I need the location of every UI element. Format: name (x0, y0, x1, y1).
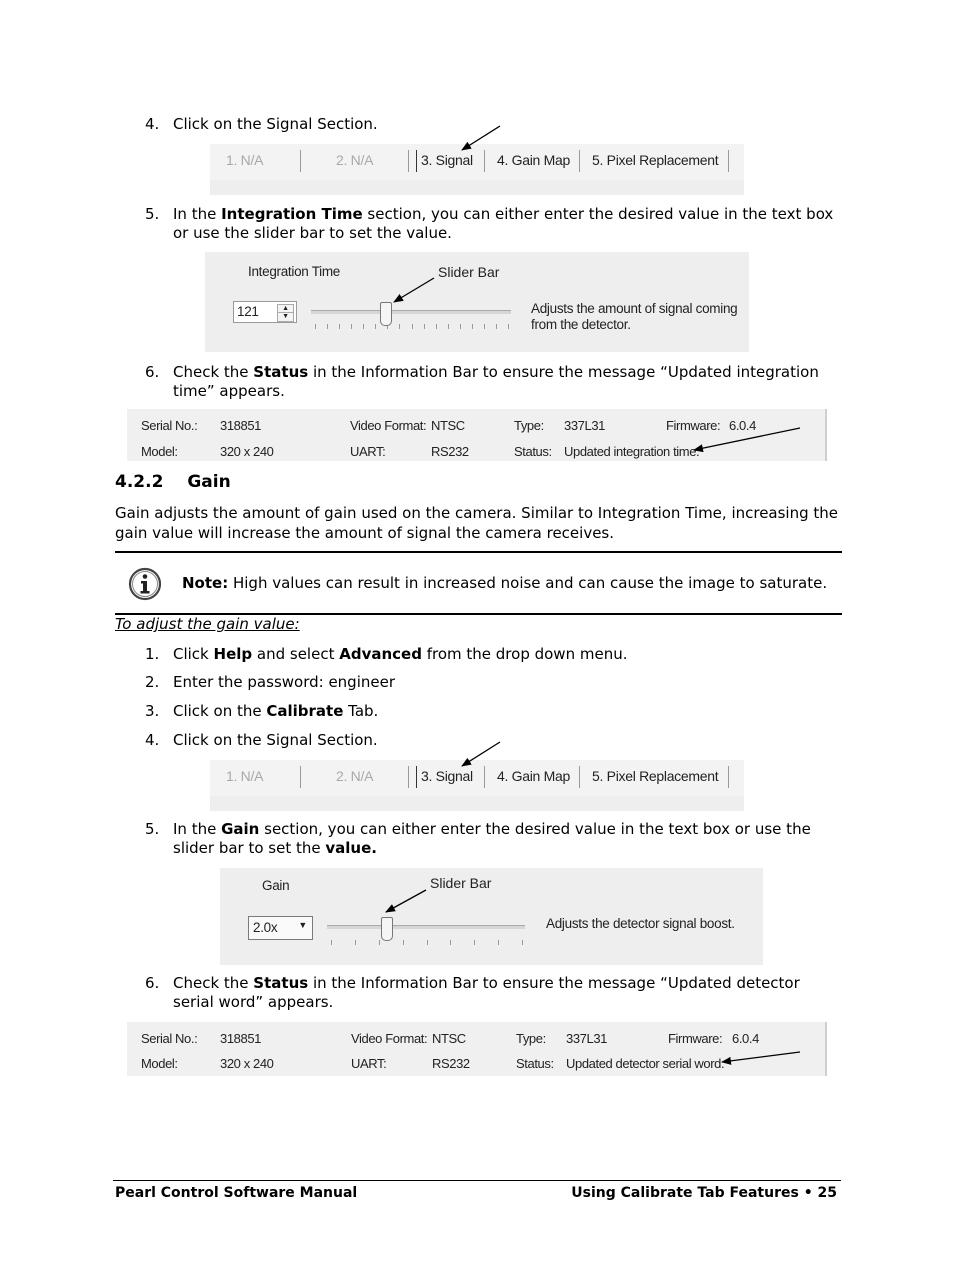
gain-intro: Gain adjusts the amount of gain used on the camera. Similar to Integration Time, increasing the gain value will increase the amount of signal the camera receives. (115, 504, 839, 542)
status-label: Status: (514, 444, 552, 459)
tab-signal[interactable]: 3. Signal (421, 152, 473, 168)
model-value: 320 x 240 (220, 1056, 274, 1071)
tab-pixel-replacement[interactable]: 5. Pixel Replacement (592, 768, 719, 784)
integration-time-input[interactable]: 121 ▲ ▼ (233, 301, 297, 323)
tab-pixel-replacement[interactable]: 5. Pixel Replacement (592, 152, 719, 168)
integration-description-line1: Adjusts the amount of signal coming (531, 301, 738, 316)
arrow-to-status-2 (722, 1052, 800, 1062)
arrow-to-signal-tab (462, 126, 500, 150)
type-value: 337L31 (564, 418, 605, 433)
uart-label: UART: (351, 1056, 387, 1071)
uart-value: RS232 (431, 444, 469, 459)
note-text: Note: High values can result in increased noise and can cause the image to saturate. (182, 574, 828, 592)
video-format-value: NTSC (431, 418, 465, 433)
firmware-label: Firmware: (668, 1031, 723, 1046)
serial-label: Serial No.: (141, 418, 198, 433)
section-number: 4.2.2 (115, 472, 164, 492)
tab-na-1[interactable]: 1. N/A (226, 768, 264, 784)
arrow-to-gain-slider (386, 890, 426, 912)
serial-value: 318851 (220, 1031, 261, 1046)
firmware-label: Firmware: (666, 418, 721, 433)
tab-gain-map[interactable]: 4. Gain Map (497, 768, 570, 784)
footer-left: Pearl Control Software Manual (115, 1185, 358, 1201)
step-text: In the Integration Time section, you can either enter the desired value in the text box or use the slider bar to set the value. (173, 205, 834, 242)
tab-na-2[interactable]: 2. N/A (336, 768, 374, 784)
firmware-value: 6.0.4 (729, 418, 756, 433)
video-format-label: Video Format: (350, 418, 427, 433)
status-label: Status: (516, 1056, 554, 1071)
chevron-down-icon[interactable]: ▼ (298, 920, 307, 930)
status-value: Updated detector serial word. (566, 1056, 725, 1071)
spin-up-icon[interactable]: ▲ (277, 304, 294, 314)
section-title: Gain (187, 472, 231, 492)
uart-label: UART: (350, 444, 386, 459)
tab-gain-map[interactable]: 4. Gain Map (497, 152, 570, 168)
step-number: 4. (145, 115, 160, 133)
serial-label: Serial No.: (141, 1031, 198, 1046)
footer-right: Using Calibrate Tab Features • 25 (571, 1185, 837, 1201)
firmware-value: 6.0.4 (732, 1031, 759, 1046)
type-label: Type: (516, 1031, 546, 1046)
gain-description: Adjusts the detector signal boost. (546, 916, 735, 931)
step-text: Click on the Signal Section. (173, 115, 378, 133)
step-text: Check the Status in the Information Bar to ensure the message “Updated integration time” appears. (173, 363, 819, 400)
procedure-title: To adjust the gain value: (115, 615, 300, 633)
integration-description-line2: from the detector. (531, 317, 631, 332)
step-number: 6. (145, 363, 160, 381)
tab-na-2[interactable]: 2. N/A (336, 152, 374, 168)
slider-bar-callout: Slider Bar (430, 875, 492, 891)
tab-signal[interactable]: 3. Signal (421, 768, 473, 784)
footer-rule (113, 1180, 841, 1181)
video-format-label: Video Format: (351, 1031, 428, 1046)
type-label: Type: (514, 418, 544, 433)
uart-value: RS232 (432, 1056, 470, 1071)
gain-select[interactable]: 2.0x ▼ (248, 916, 313, 940)
slider-bar-callout: Slider Bar (438, 264, 500, 280)
gain-label: Gain (262, 878, 290, 893)
spin-down-icon[interactable]: ▼ (277, 312, 294, 322)
arrow-to-slider (394, 278, 434, 302)
model-label: Model: (141, 1056, 178, 1071)
status-value: Updated integration time. (564, 444, 700, 459)
step-number: 5. (145, 205, 160, 223)
type-value: 337L31 (566, 1031, 607, 1046)
model-value: 320 x 240 (220, 444, 274, 459)
video-format-value: NTSC (432, 1031, 466, 1046)
integration-time-label: Integration Time (248, 264, 341, 279)
tab-na-1[interactable]: 1. N/A (226, 152, 264, 168)
arrow-to-signal-tab-2 (462, 742, 500, 766)
arrow-to-status (694, 428, 800, 450)
serial-value: 318851 (220, 418, 261, 433)
model-label: Model: (141, 444, 178, 459)
